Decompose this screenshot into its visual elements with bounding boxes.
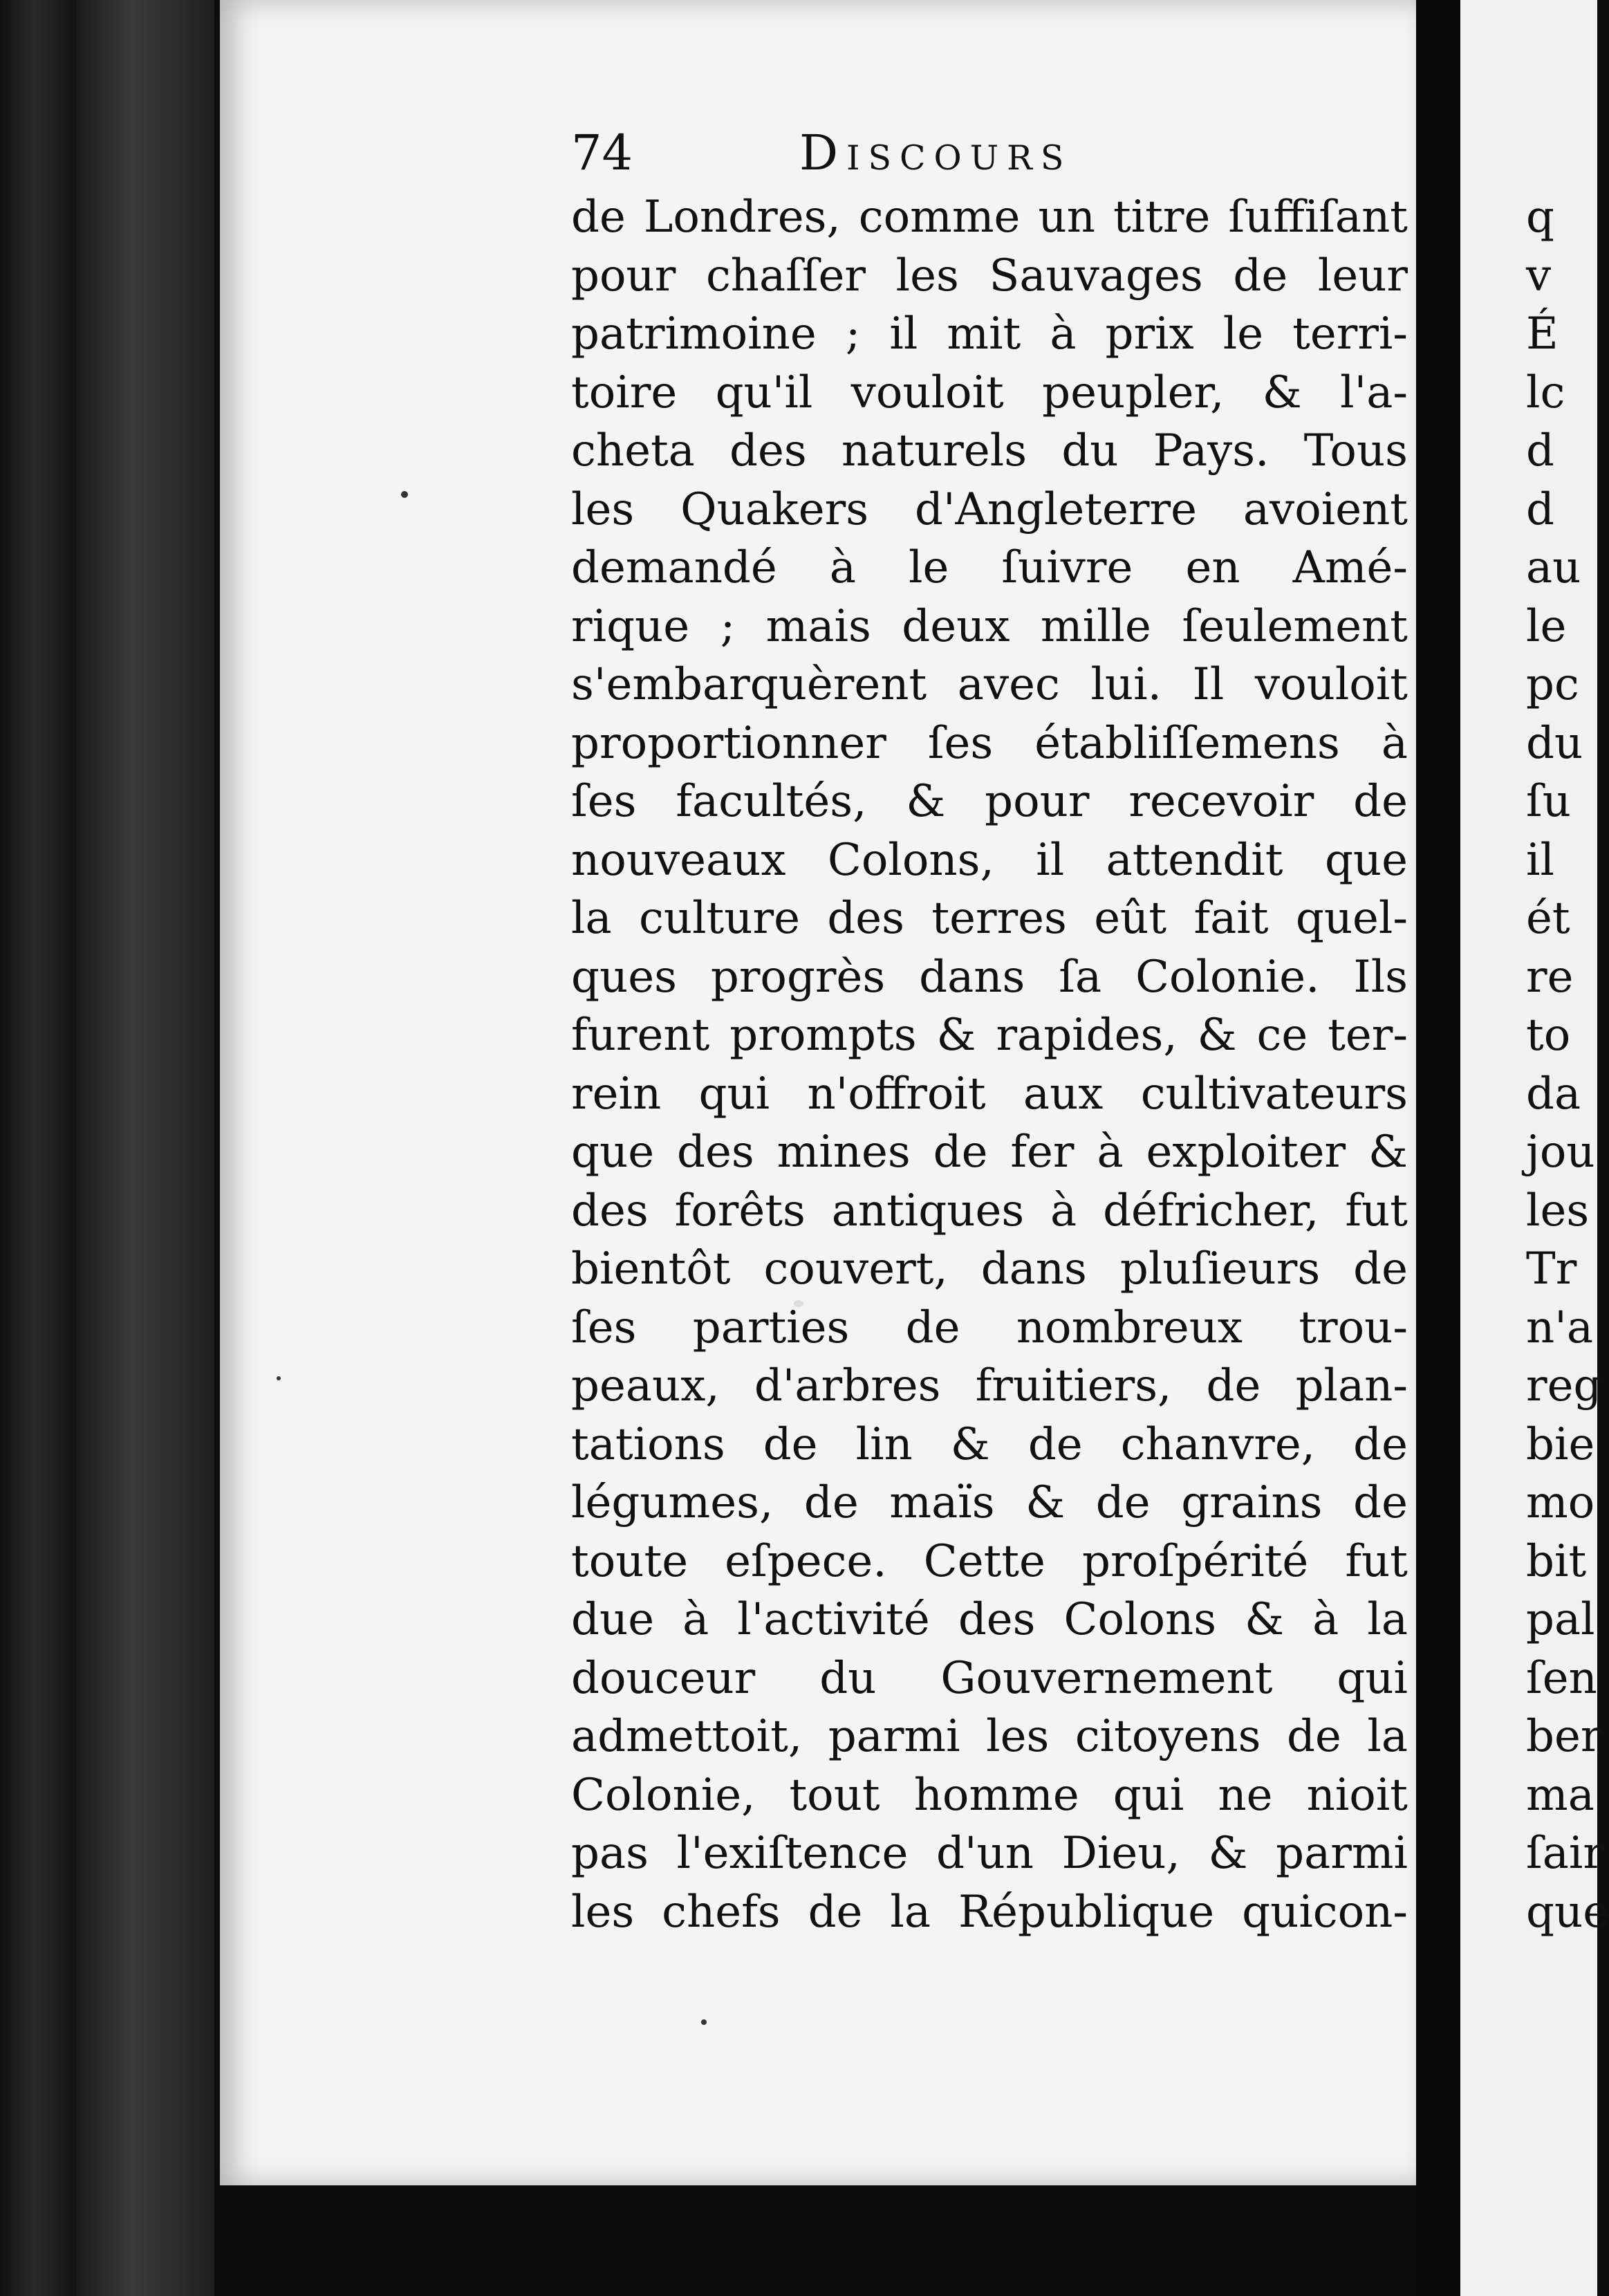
next-page-line-fragment: n'a	[1526, 1302, 1593, 1353]
text-line: la culture des terres eût fait quel-	[571, 893, 1408, 944]
speck	[701, 2019, 707, 2025]
text-line: pour chaſſer les Sauvages de leur	[571, 250, 1408, 302]
next-page-line-fragment: du	[1526, 717, 1583, 769]
page-header	[571, 124, 1387, 194]
next-page-line-fragment: bie	[1526, 1418, 1595, 1470]
text-line: rein qui n'offroit aux cultivateurs	[571, 1068, 1408, 1120]
text-line: ſes parties de nombreux trou-	[571, 1302, 1408, 1353]
text-line: furent prompts & rapides, & ce ter-	[571, 1010, 1408, 1061]
page-number: 74	[571, 124, 633, 181]
speck	[277, 1376, 281, 1380]
next-page-line-fragment: q	[1526, 192, 1554, 243]
text-line: cheta des naturels du Pays. Tous	[571, 425, 1408, 476]
next-page-line-fragment: d	[1526, 425, 1554, 476]
speck	[401, 491, 408, 498]
text-line: proportionner ſes établiſſemens à	[571, 717, 1408, 769]
text-line: ques progrès dans ſa Colonie. Ils	[571, 951, 1408, 1003]
text-line: ſes facultés, & pour recevoir de	[571, 776, 1408, 827]
next-page-line-fragment: que	[1526, 1886, 1609, 1938]
text-line: que des mines de fer à exploiter &	[571, 1127, 1408, 1178]
text-line: légumes, de maïs & de grains de	[571, 1477, 1408, 1528]
next-page-line-fragment: les	[1526, 1185, 1590, 1237]
body-text	[571, 188, 1408, 1941]
next-page-line-fragment: d	[1526, 483, 1554, 535]
text-line: toire qu'il vouloit peupler, & l'a-	[571, 367, 1408, 418]
text-line: s'embarquèrent avec lui. Il vouloit	[571, 659, 1408, 710]
text-line: nouveaux Colons, il attendit que	[571, 834, 1408, 886]
next-page-line-fragment: mo	[1526, 1477, 1595, 1528]
text-line: de Londres, comme un titre ſuffiſant	[571, 192, 1408, 243]
next-page-line-fragment: ber	[1526, 1711, 1602, 1762]
next-page-line-fragment: lc	[1526, 367, 1565, 418]
text-line: due à l'activité des Colons & à la	[571, 1594, 1408, 1645]
running-head: Discours	[799, 124, 1072, 181]
right-page-fragment	[1460, 0, 1609, 2296]
page-edge-shadow	[76, 0, 214, 2296]
text-line: pas l'exiſtence d'un Dieu, & parmi	[571, 1828, 1408, 1879]
page-gutter	[1416, 0, 1460, 2296]
text-line: rique ; mais deux mille ſeulement	[571, 600, 1408, 652]
next-page-line-fragment: il	[1526, 834, 1554, 886]
text-line: tations de lin & de chanvre, de	[571, 1418, 1408, 1470]
next-page-line-fragment: v	[1526, 250, 1552, 302]
text-line: douceur du Gouvernement qui	[571, 1652, 1408, 1704]
text-line: patrimoine ; il mit à prix le terri-	[571, 308, 1408, 360]
text-line: les chefs de la République quicon-	[571, 1886, 1408, 1938]
text-line: Colonie, tout homme qui ne nioit	[571, 1769, 1408, 1821]
text-line: des forêts antiques à défricher, fut	[571, 1185, 1408, 1237]
next-page-line-fragment: pc	[1526, 659, 1579, 710]
next-page-line-fragment: to	[1526, 1010, 1571, 1061]
next-page-line-fragment: pal	[1526, 1594, 1595, 1645]
text-line: bientôt couvert, dans pluſieurs de	[571, 1243, 1408, 1295]
text-line: admettoit, parmi les citoyens de la	[571, 1711, 1408, 1762]
next-page-line-fragment: reg	[1526, 1360, 1602, 1411]
next-page-line-fragment: ét	[1526, 893, 1570, 944]
next-page-column	[1526, 188, 1609, 1941]
next-page-line-fragment: ſen	[1526, 1652, 1597, 1704]
next-page-line-fragment: au	[1526, 542, 1581, 593]
text-line: toute eſpece. Cette proſpérité fut	[571, 1535, 1408, 1587]
next-page-line-fragment: É	[1526, 308, 1559, 360]
next-page-line-fragment: ſu	[1526, 776, 1571, 827]
text-line: demandé à le ſuivre en Amé-	[571, 542, 1408, 593]
next-page-line-fragment: bit	[1526, 1535, 1587, 1587]
next-page-line-fragment: ma	[1526, 1769, 1594, 1821]
binding-strip	[0, 0, 76, 2296]
text-line: peaux, d'arbres fruitiers, de plan-	[571, 1360, 1408, 1411]
next-page-line-fragment: da	[1526, 1068, 1581, 1120]
next-page-line-fragment: le	[1526, 600, 1567, 652]
next-page-line-fragment: jou	[1526, 1127, 1595, 1178]
next-page-line-fragment: Tr	[1526, 1243, 1577, 1295]
text-line: les Quakers d'Angleterre avoient	[571, 483, 1408, 535]
next-page-line-fragment: ſair	[1526, 1828, 1604, 1879]
next-page-line-fragment: re	[1526, 951, 1574, 1003]
